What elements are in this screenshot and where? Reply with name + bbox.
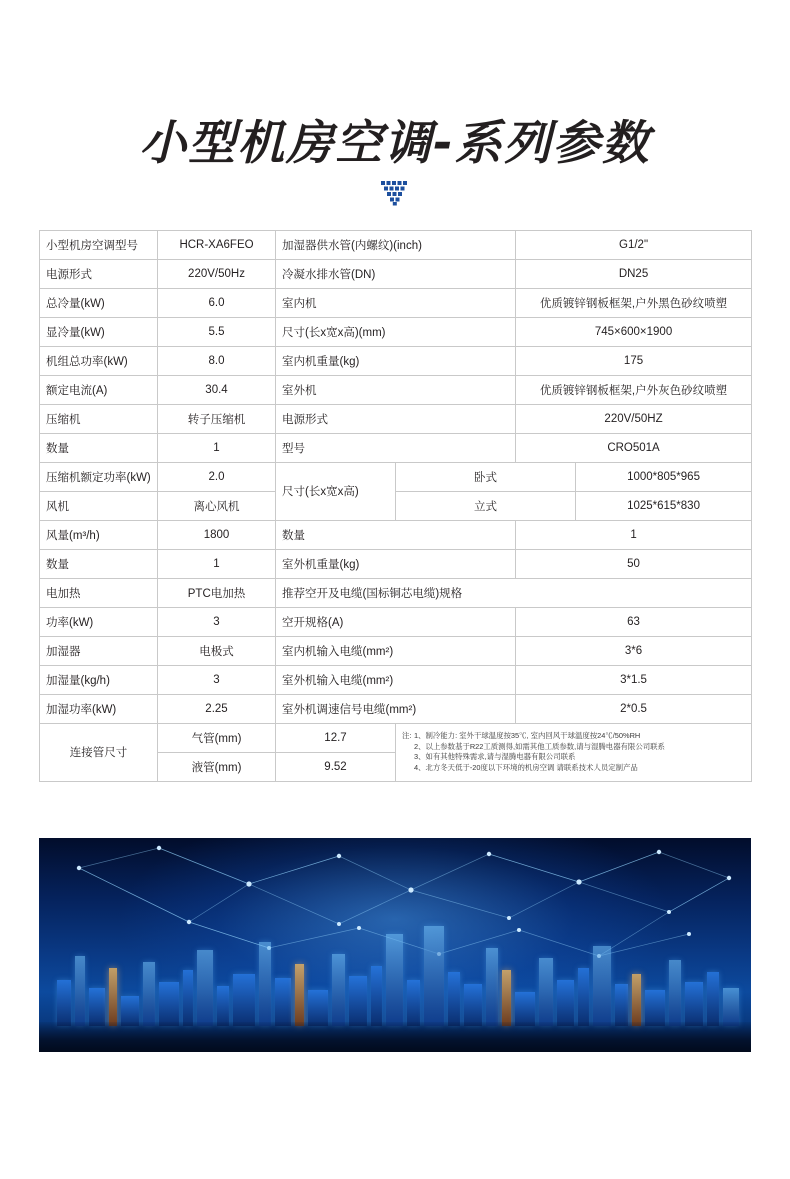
cell-label: 数量: [40, 433, 158, 462]
cell-label: 数量: [40, 549, 158, 578]
cell-value: 220V/50Hz: [158, 259, 276, 288]
crown-icon: [380, 180, 410, 206]
cell-value: 175: [516, 346, 752, 375]
cell-value: 1: [158, 549, 276, 578]
cell-label: 加湿量(kg/h): [40, 665, 158, 694]
note-item: 4、北方冬天低于-20度以下环境的机房空调 请联系技术人员定制产品: [414, 762, 638, 772]
cell-label: 压缩机额定功率(kW): [40, 462, 158, 491]
cell-value: 1025*615*830: [576, 491, 752, 520]
cell-label: 室外机重量(kg): [276, 549, 516, 578]
table-row: [40, 723, 752, 752]
table-row: [40, 636, 752, 665]
cell-value: 1: [158, 433, 276, 462]
cell-label: 室内机重量(kg): [276, 346, 516, 375]
spec-table-wrap: [39, 230, 751, 782]
cell-label: 风量(m³/h): [40, 520, 158, 549]
night-city-network-skyline-image: [39, 838, 751, 1052]
cell-label: 机组总功率(kW): [40, 346, 158, 375]
cell-value: 电极式: [158, 636, 276, 665]
cell-sub-label: 卧式: [396, 462, 576, 491]
table-row: [40, 578, 752, 607]
cell-label: 总冷量(kW): [40, 288, 158, 317]
cell-value: CRO501A: [516, 433, 752, 462]
cell-value: PTC电加热: [158, 578, 276, 607]
cell-value: 5.5: [158, 317, 276, 346]
cell-label: 室外机: [276, 375, 516, 404]
cell-label: 加湿器: [40, 636, 158, 665]
cell-label: 加湿功率(kW): [40, 694, 158, 723]
note-item: 1、制冷能力: 室外干球温度按35℃, 室内回风干球温度按24℃/50%RH: [414, 731, 641, 741]
cell-label: 尺寸(长x宽x高)(mm): [276, 317, 516, 346]
cell-label: 电加热: [40, 578, 158, 607]
table-row: [40, 259, 752, 288]
table-row: [40, 549, 752, 578]
cell-label: 室外机输入电缆(mm²): [276, 665, 516, 694]
table-row: [40, 520, 752, 549]
cell-label: 室外机调速信号电缆(mm²): [276, 694, 516, 723]
cell-label: 显冷量(kW): [40, 317, 158, 346]
table-row: [40, 404, 752, 433]
cell-value: 6.0: [158, 288, 276, 317]
cell-label: 电源形式: [40, 259, 158, 288]
table-row: [40, 317, 752, 346]
table-row: [40, 607, 752, 636]
cell-value: 3: [158, 607, 276, 636]
table-row: [40, 346, 752, 375]
cell-label: 电源形式: [276, 404, 516, 433]
cell-label: 功率(kW): [40, 607, 158, 636]
cell-sub-label: 液管(mm): [158, 752, 276, 781]
cell-label: 空开规格(A): [276, 607, 516, 636]
cell-value: 2.0: [158, 462, 276, 491]
cell-label: 压缩机: [40, 404, 158, 433]
cell-value: 30.4: [158, 375, 276, 404]
cell-value: 离心风机: [158, 491, 276, 520]
cell-value: 优质镀锌钢板框架,户外黑色砂纹喷塑: [516, 288, 752, 317]
cell-value: DN25: [516, 259, 752, 288]
cell-value: 220V/50HZ: [516, 404, 752, 433]
cell-label: 室内机输入电缆(mm²): [276, 636, 516, 665]
cell-label: 室内机: [276, 288, 516, 317]
cell-value: 50: [516, 549, 752, 578]
cell-value: 2*0.5: [516, 694, 752, 723]
table-row: [40, 433, 752, 462]
cell-label: 型号: [276, 433, 516, 462]
notes-head: 注:: [402, 731, 412, 741]
table-row: [40, 694, 752, 723]
cell-label: 加湿器供水管(内螺纹)(inch): [276, 230, 516, 259]
notes-cell: [396, 723, 752, 781]
cell-label: 连接管尺寸: [40, 723, 158, 781]
cell-value: 2.25: [158, 694, 276, 723]
table-row: [40, 665, 752, 694]
cell-label: 小型机房空调型号: [40, 230, 158, 259]
cell-label: 额定电流(A): [40, 375, 158, 404]
notes-list: [402, 731, 745, 773]
table-row: [40, 375, 752, 404]
cell-sub-label: 立式: [396, 491, 576, 520]
cell-value: 1: [516, 520, 752, 549]
cell-value: 1000*805*965: [576, 462, 752, 491]
table-row: [40, 288, 752, 317]
cell-value: 745×600×1900: [516, 317, 752, 346]
note-item: 2、以上参数基于R22工质测得,如需其他工质参数,请与湿腾电器有限公司联系: [414, 741, 665, 751]
cell-value: 9.52: [276, 752, 396, 781]
cell-value: 3: [158, 665, 276, 694]
cell-value: 12.7: [276, 723, 396, 752]
cell-value: 转子压缩机: [158, 404, 276, 433]
table-row: [40, 230, 752, 259]
cell-label: 冷凝水排水管(DN): [276, 259, 516, 288]
cell-sub-label: 气管(mm): [158, 723, 276, 752]
cell-value: G1/2": [516, 230, 752, 259]
table-row: [40, 462, 752, 491]
cell-label: 尺寸(长x宽x高): [276, 462, 396, 520]
cell-value: 8.0: [158, 346, 276, 375]
cell-value: 1800: [158, 520, 276, 549]
hero-ground-gradient: [39, 1022, 751, 1052]
cell-value: 63: [516, 607, 752, 636]
note-item: 3、如有其他特殊需求,请与湿腾电器有限公司联系: [414, 752, 576, 762]
cell-label: 推荐空开及电缆(国标铜芯电缆)规格: [276, 578, 752, 607]
cell-label: 数量: [276, 520, 516, 549]
cell-value: 3*1.5: [516, 665, 752, 694]
cell-value: HCR-XA6FEO: [158, 230, 276, 259]
table-row: [40, 491, 752, 520]
cell-value: 3*6: [516, 636, 752, 665]
page-title: 小型机房空调-系列参数: [139, 116, 651, 171]
spec-table: [39, 230, 752, 782]
cell-value: 优质镀锌钢板框架,户外灰色砂纹喷塑: [516, 375, 752, 404]
title-section: [0, 0, 790, 206]
cell-label: 风机: [40, 491, 158, 520]
